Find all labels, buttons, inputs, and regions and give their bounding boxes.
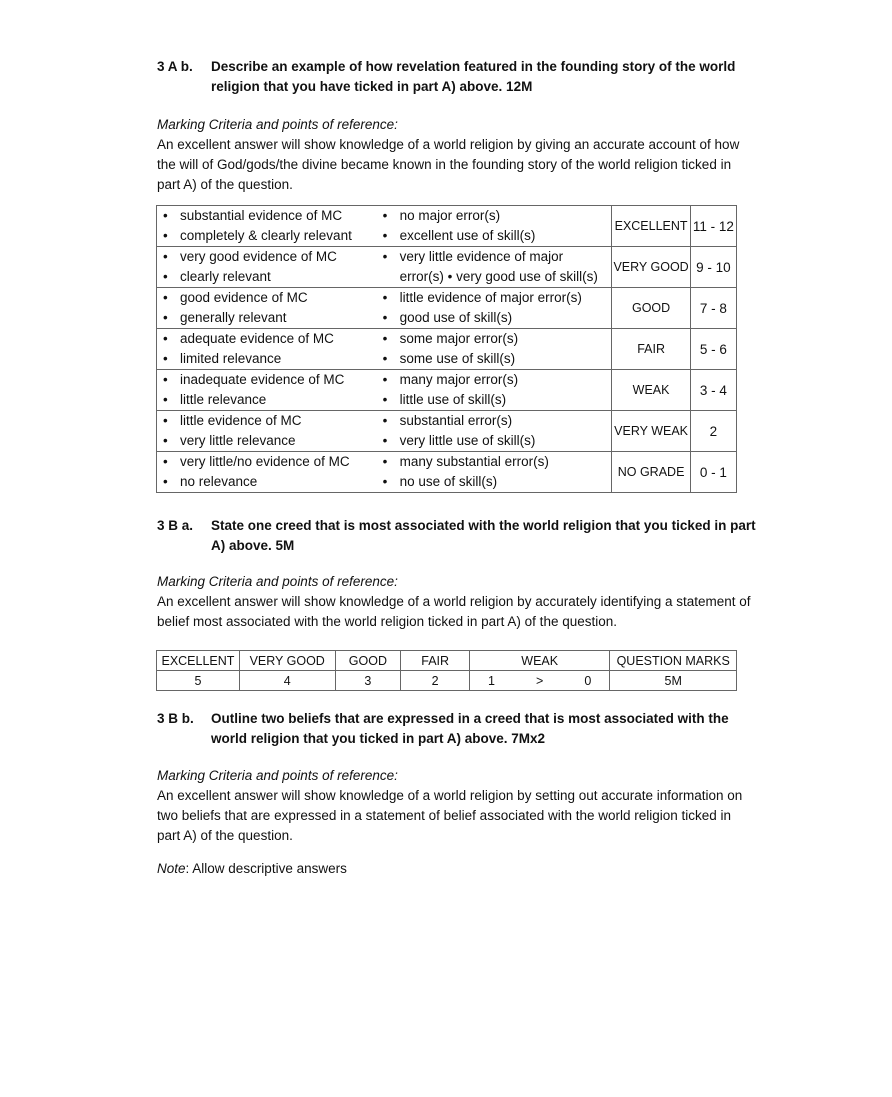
value-fair: 2 <box>401 671 470 691</box>
evidence-bullet-text: very good evidence of MC <box>180 249 337 264</box>
header-very-good: VERY GOOD <box>239 651 335 671</box>
header-excellent: EXCELLENT <box>157 651 240 671</box>
rubric-row <box>157 288 737 329</box>
skill-bullet-text: no use of skill(s) <box>399 474 498 489</box>
bullet-icon: • <box>382 351 388 366</box>
skill-bullet-text: very little evidence of major <box>399 249 564 264</box>
bullet-icon: • <box>163 331 168 346</box>
bullet-icon: • <box>382 310 388 325</box>
bullet-icon: • <box>163 474 168 489</box>
evidence-bullet-text: adequate evidence of MC <box>180 331 334 346</box>
criteria-heading: Marking Criteria and points of reference: <box>157 768 398 783</box>
evidence-cell <box>157 206 377 247</box>
rubric-row <box>157 411 737 452</box>
bullet-icon: • <box>382 249 388 264</box>
evidence-bullet <box>163 206 377 226</box>
grade-marks: 0 - 1 <box>690 452 736 493</box>
skill-bullet-text: some major error(s) <box>399 331 519 346</box>
rubric-row <box>157 452 737 493</box>
criteria-body: An excellent answer will show knowledge of a world religion by giving an accurate account of how the will of God/gods/the divine became known in the founding story of the world religion ticked in part A) of the question. <box>157 137 740 192</box>
skill-bullet-continued <box>383 267 612 287</box>
evidence-cell <box>157 452 377 493</box>
grade-level: FAIR <box>612 329 691 370</box>
bullet-icon: • <box>163 290 168 305</box>
evidence-bullet-text: very little relevance <box>180 433 296 448</box>
evidence-bullet <box>163 308 377 328</box>
criteria-heading: Marking Criteria and points of reference: <box>157 574 398 589</box>
weak-high: 1 <box>488 673 495 688</box>
skill-bullet <box>383 431 612 451</box>
value-good: 3 <box>335 671 401 691</box>
skill-bullet-text: substantial error(s) <box>399 413 513 428</box>
rubric-row <box>157 329 737 370</box>
skill-bullet-continued-text: error(s) • very good use of skill(s) <box>399 269 598 284</box>
bullet-icon: • <box>163 269 168 284</box>
bullet-icon: • <box>382 413 388 428</box>
rubric-row <box>157 247 737 288</box>
question-text: Describe an example of how revelation featured in the founding story of the world religion that you have ticked in part A) above. 12M <box>211 59 736 94</box>
evidence-bullet <box>163 390 377 410</box>
skill-bullet <box>383 206 612 226</box>
bullet-icon: • <box>163 433 168 448</box>
grade-marks: 7 - 8 <box>690 288 736 329</box>
grade-marks: 9 - 10 <box>690 247 736 288</box>
note-text: : Allow descriptive answers <box>185 861 347 876</box>
evidence-bullet <box>163 267 377 287</box>
grade-marks: 5 - 6 <box>690 329 736 370</box>
skill-cell <box>377 329 612 370</box>
grade-level: EXCELLENT <box>612 206 691 247</box>
grade-level: GOOD <box>612 288 691 329</box>
skill-bullet <box>383 390 612 410</box>
rubric-table <box>156 205 737 493</box>
note-label: Note <box>157 861 186 876</box>
evidence-cell <box>157 247 377 288</box>
evidence-bullet-text: generally relevant <box>180 310 287 325</box>
value-very-good: 4 <box>239 671 335 691</box>
grade-marks: 2 <box>690 411 736 452</box>
question-3ba <box>157 516 757 556</box>
bullet-icon: • <box>163 249 168 264</box>
evidence-bullet-text: completely & clearly relevant <box>180 228 352 243</box>
evidence-bullet <box>163 226 377 246</box>
note <box>157 859 347 879</box>
bullet-icon: • <box>382 474 388 489</box>
criteria-body: An excellent answer will show knowledge of a world religion by setting out accurate information on two beliefs that are expressed in a statement of belief associated with the world religion ticked in part A) of the question. <box>157 788 743 843</box>
bullet-icon: • <box>163 392 168 407</box>
skill-bullet <box>383 288 612 308</box>
evidence-bullet <box>163 431 377 451</box>
bullet-icon: • <box>382 392 388 407</box>
grade-level: WEAK <box>612 370 691 411</box>
skill-cell <box>377 206 612 247</box>
rubric-row <box>157 206 737 247</box>
skill-bullet <box>383 472 612 492</box>
bullet-icon: • <box>163 372 168 387</box>
grade-marks: 3 - 4 <box>690 370 736 411</box>
evidence-bullet <box>163 349 377 369</box>
header-question-marks: QUESTION MARKS <box>610 651 737 671</box>
evidence-bullet-text: inadequate evidence of MC <box>180 372 345 387</box>
question-number: 3 B a. <box>157 518 194 533</box>
criteria-heading: Marking Criteria and points of reference: <box>157 117 398 132</box>
skill-bullet <box>383 411 612 431</box>
skill-bullet <box>383 308 612 328</box>
evidence-bullet-text: substantial evidence of MC <box>180 208 343 223</box>
bullet-icon: • <box>163 310 168 325</box>
evidence-bullet-text: limited relevance <box>180 351 282 366</box>
bullet-icon: • <box>382 290 388 305</box>
marking-criteria-1 <box>157 115 757 195</box>
bullet-icon: • <box>163 208 168 223</box>
grade-level: VERY GOOD <box>612 247 691 288</box>
skill-cell <box>377 247 612 288</box>
skill-bullet <box>383 226 612 246</box>
evidence-bullet <box>163 247 377 267</box>
header-fair: FAIR <box>401 651 470 671</box>
evidence-bullet <box>163 472 377 492</box>
bullet-icon: • <box>382 208 388 223</box>
value-excellent: 5 <box>157 671 240 691</box>
rubric-row <box>157 370 737 411</box>
weak-low: 0 <box>584 673 592 688</box>
evidence-bullet-text: good evidence of MC <box>180 290 308 305</box>
skill-bullet <box>383 370 612 390</box>
skill-bullet <box>383 452 612 472</box>
criteria-body: An excellent answer will show knowledge of a world religion by accurately identifying a statement of belief most associated with the world religion ticked in part A) of the question. <box>157 594 751 629</box>
bullet-icon: • <box>382 372 388 387</box>
marks-header-row <box>157 651 737 671</box>
question-number: 3 B b. <box>157 711 194 726</box>
evidence-bullet <box>163 452 377 472</box>
evidence-bullet-text: little relevance <box>180 392 267 407</box>
evidence-bullet-text: very little/no evidence of MC <box>180 454 350 469</box>
question-number: 3 A b. <box>157 59 193 74</box>
bullet-icon: • <box>382 433 388 448</box>
skill-bullet <box>383 329 612 349</box>
skill-bullet <box>383 349 612 369</box>
question-text: Outline two beliefs that are expressed in a creed that is most associated with the world religion that you ticked in part A) above. 7Mx2 <box>211 711 729 746</box>
skill-cell <box>377 370 612 411</box>
evidence-bullet <box>163 288 377 308</box>
marks-table <box>156 650 737 691</box>
question-3ab <box>157 57 757 97</box>
skill-bullet-text: very little use of skill(s) <box>399 433 536 448</box>
skill-bullet-text: no major error(s) <box>399 208 501 223</box>
skill-bullet-text: little evidence of major error(s) <box>399 290 582 305</box>
evidence-bullet-text: little evidence of MC <box>180 413 302 428</box>
grade-level: VERY WEAK <box>612 411 691 452</box>
evidence-cell <box>157 411 377 452</box>
bullet-icon: • <box>163 413 168 428</box>
value-question-marks: 5M <box>610 671 737 691</box>
skill-cell <box>377 452 612 493</box>
evidence-bullet <box>163 411 377 431</box>
value-weak <box>470 671 610 691</box>
bullet-icon: • <box>382 454 388 469</box>
bullet-icon: • <box>382 331 388 346</box>
weak-arrow: > <box>536 673 544 688</box>
header-weak: WEAK <box>470 651 610 671</box>
marks-value-row <box>157 671 737 691</box>
skill-bullet-text: many major error(s) <box>399 372 519 387</box>
skill-bullet-text: some use of skill(s) <box>399 351 516 366</box>
skill-bullet-text: many substantial error(s) <box>399 454 549 469</box>
evidence-bullet-text: no relevance <box>180 474 258 489</box>
bullet-icon: • <box>163 351 168 366</box>
skill-bullet-text: excellent use of skill(s) <box>399 228 536 243</box>
marking-criteria-2 <box>157 572 757 632</box>
question-3bb <box>157 709 757 749</box>
grade-marks: 11 - 12 <box>690 206 736 247</box>
bullet-icon: • <box>163 454 168 469</box>
header-good: GOOD <box>335 651 401 671</box>
evidence-cell <box>157 288 377 329</box>
evidence-bullet-text: clearly relevant <box>180 269 271 284</box>
bullet-icon: • <box>382 228 388 243</box>
marking-criteria-3 <box>157 766 757 846</box>
skill-cell <box>377 288 612 329</box>
evidence-cell <box>157 329 377 370</box>
question-text: State one creed that is most associated with the world religion that you ticked in part A) above. 5M <box>211 518 756 553</box>
skill-cell <box>377 411 612 452</box>
evidence-bullet <box>163 370 377 390</box>
grade-level: NO GRADE <box>612 452 691 493</box>
evidence-bullet <box>163 329 377 349</box>
bullet-icon: • <box>163 228 168 243</box>
skill-bullet-text: good use of skill(s) <box>399 310 513 325</box>
skill-bullet <box>383 247 612 267</box>
skill-bullet-text: little use of skill(s) <box>399 392 507 407</box>
evidence-cell <box>157 370 377 411</box>
